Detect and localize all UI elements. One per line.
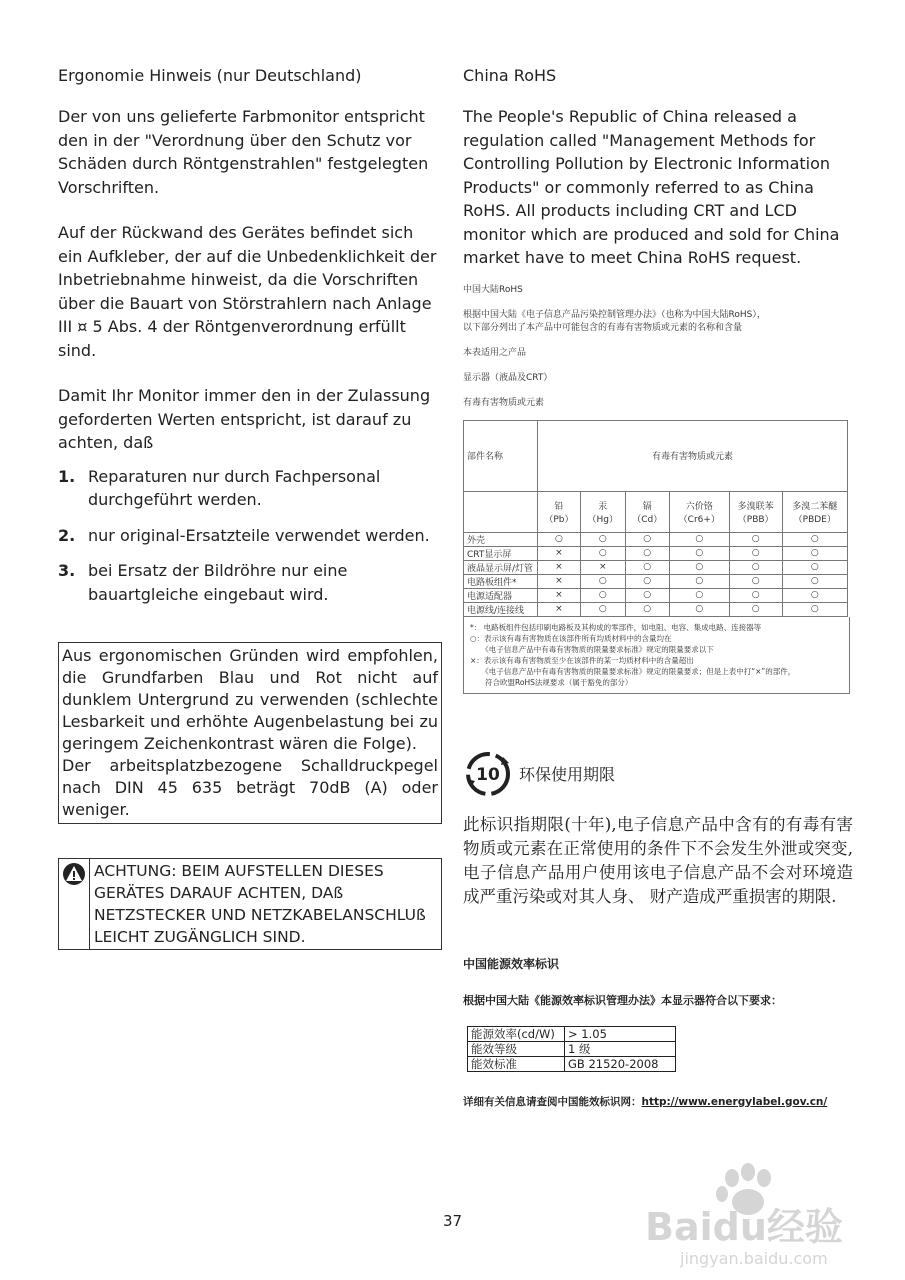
requirements-list bbox=[58, 465, 442, 607]
rohs-cn-product: 显示器（液晶及CRT） bbox=[463, 372, 553, 383]
rohs-table-notes: *： 电路板组件包括印刷电路板及其构成的零部件，如电阻、电容、集成电路、连接器等 ○：表示该有毒有害物质在该部件所有均质材料中的含量均在 《电子信息产品中有毒有害物质的限量要求标准》规定的限量要求以下 ×：表示该有毒有害物质至少在该部件的某一均质材料中的含量超出 《电子信息产品中有毒有害物质的限量要求标准》规定的限量要求；但是上表中打“×”的部件， 符合欧盟RoHS法规要求（属于豁免的部分） bbox=[463, 617, 850, 694]
right-column bbox=[463, 66, 853, 1109]
substance-header: 多溴联苯 （PBB） bbox=[729, 491, 782, 532]
svg-text:10: 10 bbox=[476, 764, 500, 785]
table-row: 电路板组件* × ○ ○ ○ ○ ○ bbox=[464, 574, 848, 588]
rohs-cn-intro-2: 以下部分列出了本产品中可能包含的有毒有害物质或元素的名称和含量 bbox=[463, 322, 743, 333]
table-row: CRT显示屏 × ○ ○ ○ ○ ○ bbox=[464, 546, 848, 560]
energy-label-desc: 根据中国大陆《能源效率标识管理办法》本显示器符合以下要求： bbox=[463, 993, 782, 1007]
table-row: 能源效率(cd/W) > 1.05 bbox=[468, 1026, 676, 1041]
ergonomic-note-box bbox=[58, 642, 442, 824]
table-row: 能效等级 1 级 bbox=[468, 1041, 676, 1056]
rohs-cn-substances: 有毒有害物质或元素 bbox=[463, 397, 545, 408]
warning-icon-cell bbox=[59, 859, 90, 949]
table-row: 外壳 ○ ○ ○ ○ ○ ○ bbox=[464, 532, 848, 546]
warning-icon bbox=[62, 862, 86, 886]
svg-text:jingyan.baidu.com: jingyan.baidu.com bbox=[680, 1249, 828, 1268]
energy-label-link[interactable]: http://www.energylabel.gov.cn/ bbox=[641, 1095, 828, 1108]
recycle-10-icon bbox=[463, 749, 513, 799]
page-number: 37 bbox=[442, 1212, 463, 1230]
warning-text: ACHTUNG: BEIM AUFSTELLEN DIESES GERÄTES DARAUF ACHTEN, DAß NETZSTECKER UND NETZKABELANSCHLUß LEICHT ZUGÄNGLICH SIND. bbox=[94, 862, 426, 946]
ergonomie-paragraph-3: Damit Ihr Monitor immer den in der Zulassung geforderten Werten entspricht, ist darauf zu achten, daß bbox=[58, 386, 431, 452]
rohs-substance-table bbox=[463, 420, 848, 617]
svg-text:Baidu经验: Baidu经验 bbox=[645, 1205, 843, 1249]
china-rohs-title: China RoHS bbox=[463, 66, 557, 85]
table-row: 液晶显示屏/灯管 × × ○ ○ ○ ○ bbox=[464, 560, 848, 574]
list-item: 1. Reparaturen nur durch Fachpersonal durchgeführt werden. bbox=[58, 466, 381, 509]
env-period-title: 环保使用期限 bbox=[519, 765, 616, 784]
substance-header: 多溴二苯醚 （PBDE） bbox=[782, 491, 848, 532]
substance-header: 铅 （Pb） bbox=[538, 491, 581, 532]
env-period-text: 此标识指期限(十年),电子信息产品中含有的有毒有害物质或元素在正常使用的条件下不会发生外泄或突变, 电子信息产品用户使用该电子信息产品不会对环境造成严重污染或对其人身、 财产造成严重损害的期限. bbox=[463, 814, 853, 906]
energy-link-line: 详细有关信息请查阅中国能效标识网：http://www.energylabel.gov.cn/ bbox=[463, 1095, 828, 1108]
table-row: 电源适配器 × ○ ○ ○ ○ ○ bbox=[464, 588, 848, 602]
env-period-heading bbox=[463, 749, 853, 799]
warning-box bbox=[58, 858, 442, 950]
ergonomie-paragraph-1: Der von uns gelieferte Farbmonitor entspricht den in der "Verordnung über den Schutz vor Schäden durch Röntgenstrahlen" festgelegten Vorschriften. bbox=[58, 107, 429, 197]
ergonomie-paragraph-2: Auf der Rückwand des Gerätes befindet sich ein Aufkleber, der auf die Unbedenklichkeit der Inbetriebnahme hinweist, da die Vorschriften über die Bauart von Störstrahlern nach Anlage III ¤ 5 Abs. 4 der Röntgenverordnung erfüllt sind. bbox=[58, 223, 437, 360]
rohs-cn-applicable: 本表适用之产品 bbox=[463, 347, 527, 358]
ergonomie-title: Ergonomie Hinweis (nur Deutschland) bbox=[58, 66, 362, 85]
substance-header: 六价铬 （Cr6+） bbox=[669, 491, 729, 532]
noise-level-text: Der arbeitsplatzbezogene Schalldruckpegel nach DIN 45 635 beträgt 70dB (A) oder weniger. bbox=[62, 756, 438, 819]
energy-table bbox=[467, 1026, 676, 1072]
china-rohs-paragraph: The People's Republic of China released a regulation called "Management Methods for Controlling Pollution by Electronic Information Products" or commonly referred to as China RoHS. All products including CRT and LCD monitor which are produced and sold for China market have to meet China RoHS request. bbox=[463, 107, 840, 267]
substance-header: 镉 （Cd） bbox=[625, 491, 669, 532]
list-item: 3. bei Ersatz der Bildröhre nur eine bauartgleiche eingebaut wird. bbox=[58, 561, 348, 604]
baidu-watermark-logo bbox=[640, 1160, 870, 1270]
ergonomic-note-text: Aus ergonomischen Gründen wird empfohlen, die Grundfarben Blau und Rot nicht auf dunklem Untergrund zu verwenden (schlechte Lesbarkeit und erhöhte Augenbelastung bei zu geringem Zeichenkontrast wären die Folge). bbox=[62, 646, 438, 753]
part-name-header: 部件名称 bbox=[464, 420, 538, 491]
rohs-cn-heading: 中国大陆RoHS bbox=[463, 284, 523, 295]
list-item: 2. nur original-Ersatzteile verwendet werden. bbox=[58, 525, 430, 545]
energy-label-title: 中国能源效率标识 bbox=[463, 956, 560, 971]
table-row: 电源线/连接线 × ○ ○ ○ ○ ○ bbox=[464, 602, 848, 616]
substance-header: 汞 （Hg） bbox=[580, 491, 625, 532]
rohs-cn-intro-1: 根据中国大陆《电子信息产品污染控制管理办法》（也称为中国大陆RoHS）， bbox=[463, 309, 766, 320]
left-column bbox=[58, 66, 442, 950]
substance-group-header: 有毒有害物质或元素 bbox=[538, 420, 848, 491]
table-row: 能效标准 GB 21520-2008 bbox=[468, 1056, 676, 1071]
